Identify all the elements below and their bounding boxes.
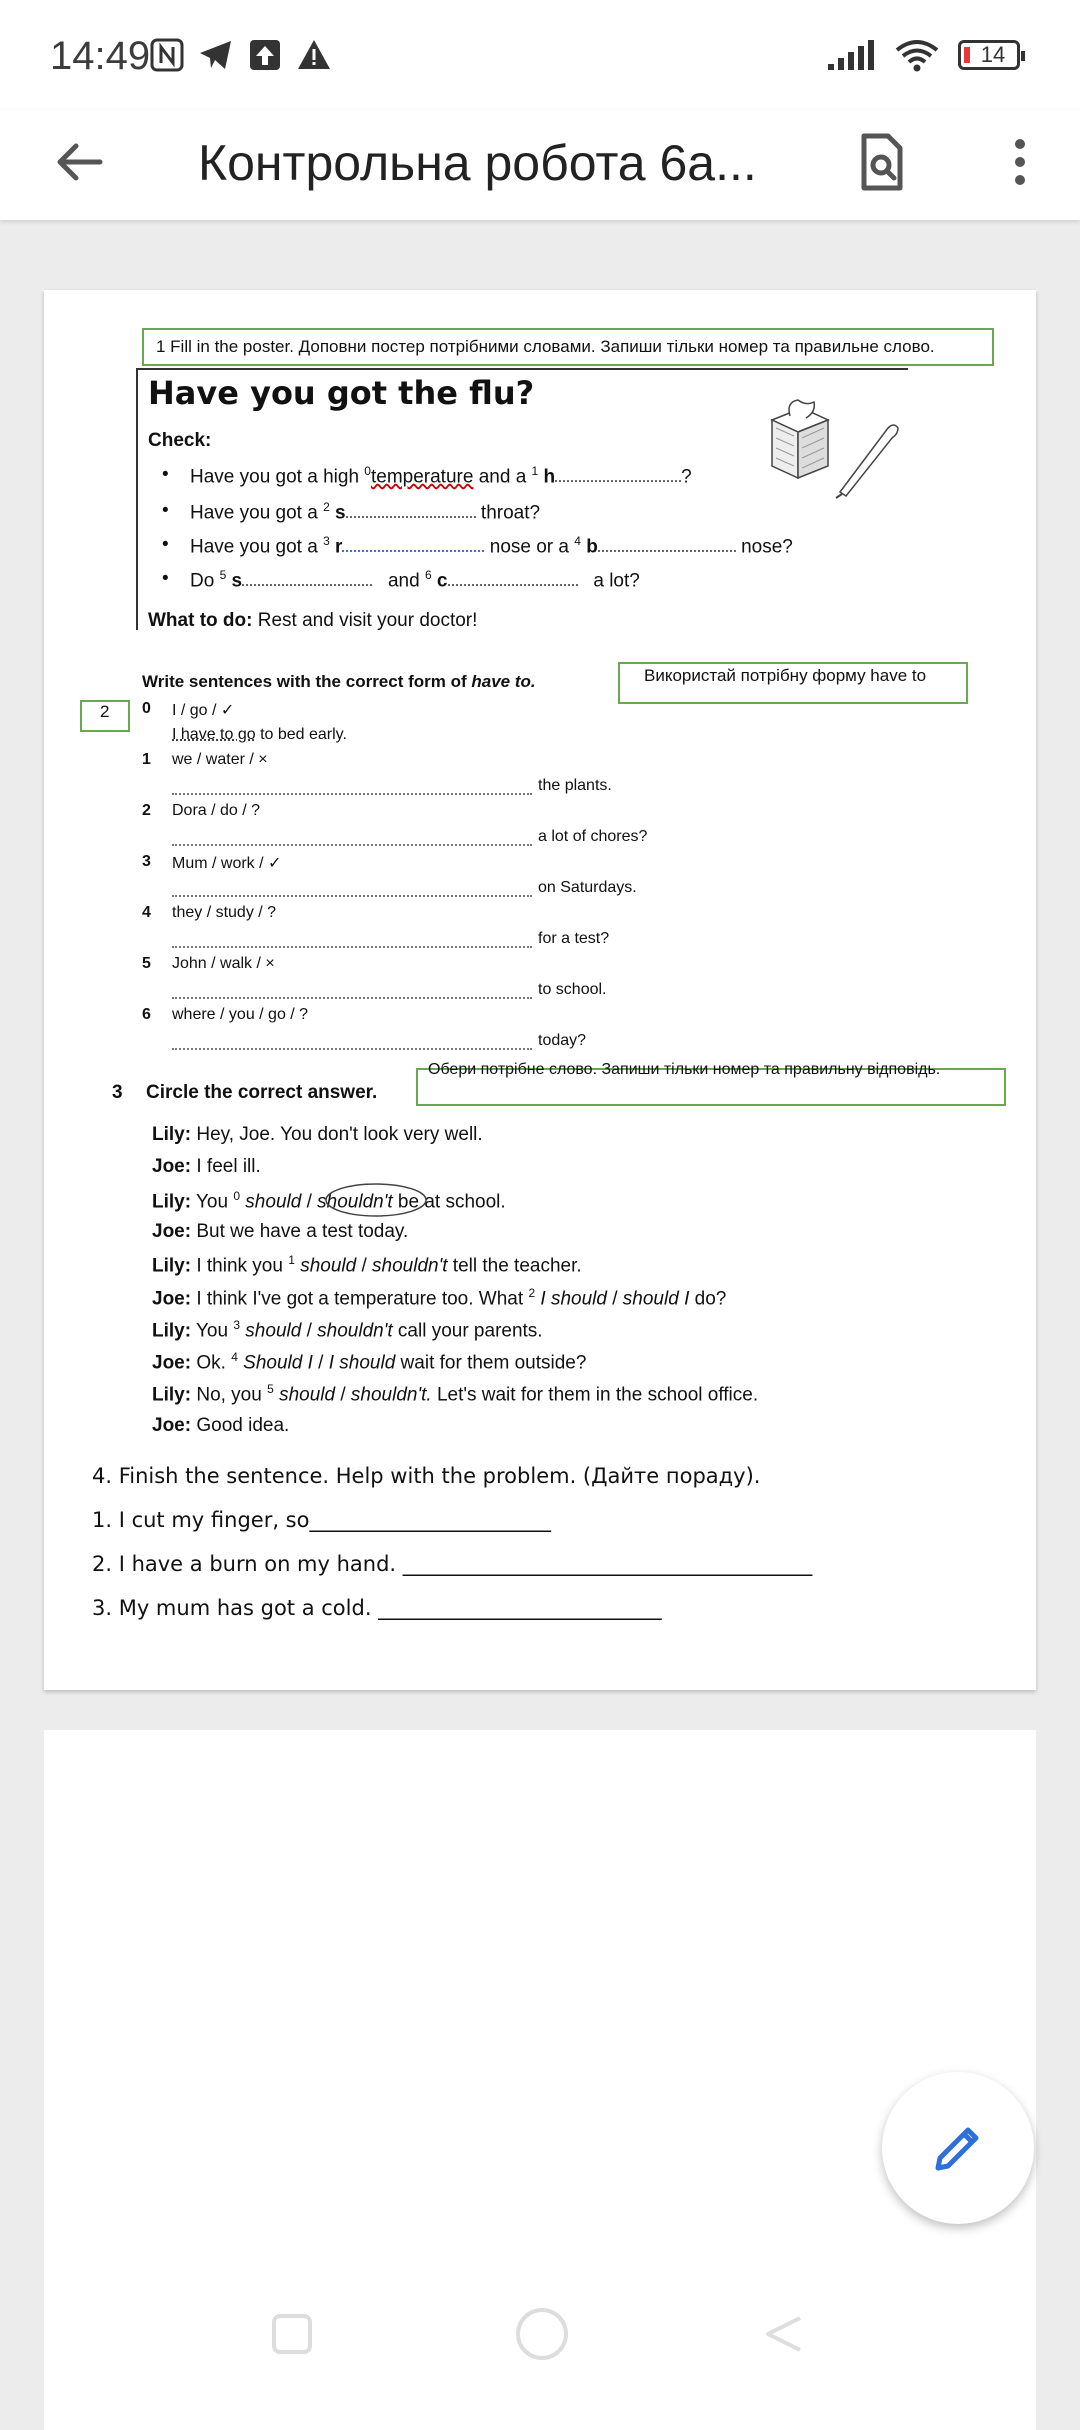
item-ending: today? [538, 1032, 587, 1049]
option-1: should [240, 1320, 302, 1342]
poster-line-1-text [190, 464, 692, 488]
option-2: shouldn't [317, 1191, 393, 1213]
option-2: should I [622, 1288, 690, 1310]
back-nav-icon[interactable] [760, 2310, 808, 2358]
separator: / [335, 1384, 351, 1406]
line-text: You [191, 1320, 234, 1342]
section3-heading: Circle the correct answer. [146, 1082, 378, 1103]
speaker: Joe: [152, 1221, 192, 1242]
option-1: should [294, 1255, 357, 1277]
nfc-icon [150, 38, 184, 72]
battery-indicator [958, 40, 1020, 70]
todo-text: Rest and visit your doctor! [252, 610, 478, 631]
item-prompt: they / study / ? [172, 904, 277, 921]
more-options-icon[interactable] [1000, 130, 1040, 194]
speaker: Lily: [152, 1255, 192, 1277]
item-number: 1 [288, 1253, 295, 1267]
speaker: Lily: [152, 1320, 192, 1342]
speaker: Joe: [152, 1415, 192, 1436]
option-1: I should [535, 1288, 607, 1310]
speaker: Joe: [152, 1156, 192, 1177]
bullet: • [162, 568, 169, 589]
pencil-icon [928, 2118, 988, 2178]
line-text: wait for them outside? [395, 1352, 587, 1374]
text: have to. [471, 672, 536, 691]
section4-heading: 4. Finish the sentence. Help with the problem. (Дайте пораду). [92, 1464, 761, 1488]
line-text: be at school. [392, 1191, 506, 1213]
speaker: Joe: [152, 1352, 192, 1374]
option-1: Should I [237, 1352, 313, 1374]
example-word: temperature [370, 466, 474, 488]
item-number: 5 [142, 955, 151, 972]
item-ending: on Saturdays. [538, 879, 637, 896]
example-answer-rest: to bed early. [255, 726, 347, 743]
document-title: Контрольна робота 6а... [198, 135, 757, 191]
status-bar [0, 0, 1080, 110]
option-2: I should [328, 1352, 396, 1374]
warning-icon [296, 38, 332, 72]
answer-blank [172, 844, 532, 846]
poster-heading: Have you got the flu? [148, 374, 535, 412]
line-text: do? [689, 1288, 727, 1310]
line-text: I feel ill. [191, 1156, 261, 1177]
separator: / [606, 1288, 623, 1310]
dialogue-line [152, 1253, 582, 1277]
option-2: shouldn't. [350, 1384, 432, 1406]
sup: 0 [364, 464, 371, 478]
answer-blank [172, 895, 532, 897]
section4-item-3: 3. My mum has got a cold. ___________________________ [92, 1596, 662, 1620]
item-number: 4 [142, 904, 151, 921]
section4-item-1: 1. I cut my finger, so_______________________ [92, 1508, 551, 1532]
bullet: • [162, 500, 169, 521]
tissue-box-thermometer-illustration [750, 398, 900, 508]
text: Do [190, 570, 220, 592]
poster-line-1: • [162, 464, 169, 485]
sup: 3 [323, 534, 330, 548]
speaker: Lily: [152, 1384, 192, 1406]
line-text: call your parents. [392, 1320, 543, 1342]
item-ending: a lot of chores? [538, 828, 648, 845]
signal-icon [826, 38, 876, 72]
speaker: Joe: [152, 1288, 192, 1310]
item-prompt: Mum / work / ✓ [172, 855, 282, 872]
option-1: should [273, 1384, 336, 1406]
home-icon[interactable] [514, 2306, 570, 2362]
sup: 1 [531, 464, 539, 478]
line-text: I think you [191, 1255, 289, 1277]
line-text: I think I've got a temperature too. What [191, 1288, 529, 1310]
text: Have you got a high [190, 466, 365, 488]
text: Write sentences with the correct form of [142, 672, 472, 691]
bullet: • [162, 534, 169, 555]
item-prompt: John / walk / × [172, 955, 275, 972]
dialogue-line [152, 1124, 483, 1146]
sup: 2 [323, 500, 330, 514]
line-text: Let's wait for them in the school office. [431, 1384, 759, 1406]
item-number: 5 [267, 1382, 274, 1396]
item-prompt: where / you / go / ? [172, 1006, 309, 1023]
line-text: You [191, 1191, 234, 1213]
what-to-do [148, 610, 477, 632]
separator: / [301, 1320, 318, 1342]
speaker: Lily: [152, 1124, 192, 1145]
sup: 4 [574, 534, 581, 548]
text: a lot? [593, 570, 640, 592]
battery-level: 14 [980, 42, 1006, 67]
item-number: 3 [142, 853, 151, 870]
upload-icon [248, 38, 282, 72]
item-number: 0 [142, 700, 151, 717]
status-time: 14:49 [50, 34, 151, 78]
poster-line-2-text [190, 500, 540, 524]
line-text: But we have a test today. [191, 1221, 409, 1242]
question-number: 2 [100, 702, 110, 721]
item-number: 1 [142, 751, 151, 768]
option-2: shouldn't [317, 1320, 393, 1342]
answer-blank [172, 1048, 532, 1050]
option-1: should [240, 1191, 302, 1213]
dialogue-line [152, 1286, 726, 1310]
dialogue-line [152, 1415, 289, 1437]
wifi-icon [894, 38, 940, 72]
item-number: 0 [233, 1189, 241, 1203]
line-text: tell the teacher. [447, 1255, 582, 1277]
dialogue-line [152, 1318, 543, 1342]
find-in-document-icon[interactable] [850, 130, 914, 194]
text: nose or a [489, 536, 575, 558]
navigation-bar [0, 2300, 1080, 2400]
text: Have you got a [190, 502, 324, 524]
dialogue-line [152, 1156, 261, 1178]
example-answer-underlined: I have to go [172, 726, 256, 743]
dialogue-line [152, 1382, 758, 1406]
letter-hint: c [431, 570, 448, 592]
dialogue-line [152, 1350, 586, 1374]
line-text: No, you [191, 1384, 268, 1406]
text: throat? [480, 502, 541, 524]
recent-apps-icon[interactable] [268, 2310, 316, 2358]
answer-blank [172, 997, 532, 999]
status-notification-icons [150, 38, 332, 72]
separator: / [312, 1352, 329, 1374]
letter-hint: s [226, 570, 243, 592]
check-label: Check: [148, 430, 212, 451]
item-number: 6 [142, 1006, 151, 1023]
text: and [387, 570, 425, 592]
item-ending: to school. [538, 981, 607, 998]
item-number: 2 [142, 802, 151, 819]
sup: 6 [424, 568, 432, 582]
text: Have you got a [190, 536, 324, 558]
item-prompt: I / go / ✓ [172, 702, 235, 719]
item-number: 3 [233, 1318, 241, 1332]
line-text: Hey, Joe. You don't look very well. [191, 1124, 483, 1145]
section2-heading [142, 672, 536, 692]
dialogue-line [152, 1221, 408, 1243]
speaker: Lily: [152, 1191, 192, 1213]
todo-label: What to do: [148, 610, 253, 631]
text: nose? [741, 536, 793, 558]
line-text: Ok. [191, 1352, 232, 1374]
section3-hint: Обери потрібне слово. Запиши тільки номер та правильну відповідь. [428, 1061, 941, 1078]
back-arrow-icon[interactable] [48, 130, 112, 194]
sup: 5 [219, 568, 227, 582]
telegram-icon [198, 38, 234, 72]
circled-answer [324, 1182, 428, 1218]
letter-hint: r [329, 536, 343, 558]
section3-number: 3 [112, 1082, 123, 1103]
poster-line-4-text [190, 568, 640, 592]
option-2: shouldn't [372, 1255, 448, 1277]
item-ending: the plants. [538, 777, 612, 794]
example-answer [172, 726, 347, 744]
section2-hint: Використай потрібну форму have to [644, 666, 927, 685]
text: ? [681, 466, 692, 488]
letter-hint: h [538, 466, 556, 488]
letter-hint: b [580, 536, 598, 558]
text: and a [473, 466, 532, 488]
item-prompt: we / water / × [172, 751, 268, 768]
separator: / [301, 1191, 318, 1213]
document-page-1[interactable] [44, 290, 1036, 1690]
line-text: Good idea. [191, 1415, 290, 1436]
section4-item-2: 2. I have a burn on my hand. _______________________________________ [92, 1552, 813, 1576]
item-prompt: Dora / do / ? [172, 802, 261, 819]
poster-line-3-text [190, 534, 793, 558]
section1-instruction: 1 Fill in the poster. Доповни постер потрібними словами. Запиши тільки номер та правильне слово. [156, 337, 935, 356]
separator: / [356, 1255, 373, 1277]
item-ending: for a test? [538, 930, 610, 947]
app-bar [0, 110, 1080, 220]
answer-blank [172, 946, 532, 948]
answer-blank [172, 793, 532, 795]
item-number: 2 [528, 1286, 536, 1300]
letter-hint: s [329, 502, 346, 524]
edit-button[interactable] [882, 2072, 1034, 2224]
item-number: 4 [231, 1350, 238, 1364]
